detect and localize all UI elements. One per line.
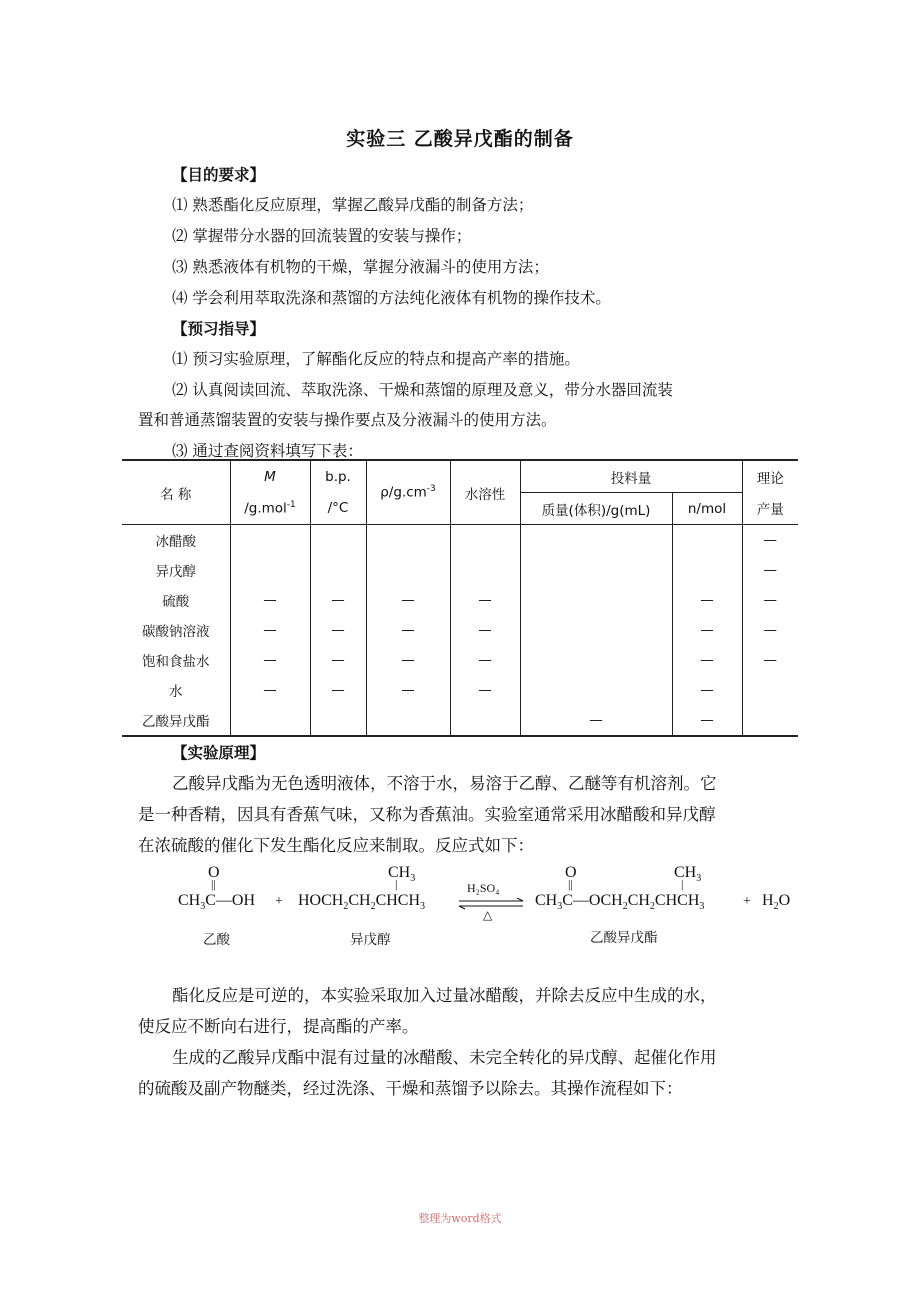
table-cell: —	[450, 585, 520, 615]
catalyst-label: H₂SO₄	[467, 881, 500, 895]
table-cell: 冰醋酸	[122, 525, 230, 556]
table-cell: 理论	[742, 460, 798, 493]
table-cell	[672, 525, 742, 556]
table-row	[122, 615, 798, 645]
table-cell: —	[450, 675, 520, 705]
table-cell: 质量(体积)/g(mL)	[520, 493, 672, 525]
table-cell	[310, 555, 366, 585]
table-cell: —	[672, 585, 742, 615]
table-cell: —	[230, 615, 310, 645]
table-cell: —	[310, 645, 366, 675]
label-isoamyl-alcohol: 异戊醇	[350, 932, 391, 948]
table-cell: 乙酸异戊酯	[122, 705, 230, 736]
table-cell: —	[520, 705, 672, 736]
heat-label: △	[483, 908, 493, 922]
table-cell: —	[230, 645, 310, 675]
table-row	[122, 555, 798, 585]
table-body	[122, 525, 798, 737]
table-cell: —	[450, 615, 520, 645]
objective-item: ⑶ 熟悉液体有机物的干燥，掌握分液漏斗的使用方法；	[172, 258, 549, 276]
preview-item-3: ⑶ 通过查阅资料填写下表：	[172, 442, 363, 460]
preview-item-2-line2: 置和普通蒸馏装置的安装与操作要点及分液漏斗的使用方法。	[138, 411, 557, 429]
table-cell	[672, 555, 742, 585]
principle-p3-line1: 生成的乙酸异戊酯中混有过量的冰醋酸、未完全转化的异戊醇、起催化作用	[172, 1048, 717, 1067]
principle-p3-line2: 的硫酸及副产物醚类，经过洗涤、干燥和蒸馏予以除去。其操作流程如下：	[138, 1079, 683, 1098]
table-cell	[230, 705, 310, 736]
table-row	[122, 705, 798, 736]
table-cell	[742, 705, 798, 736]
reagent-table	[122, 459, 798, 737]
table-cell: 硫酸	[122, 585, 230, 615]
table-row	[122, 645, 798, 675]
table-row	[122, 585, 798, 615]
table-cell	[366, 525, 450, 556]
table-cell: /°C	[310, 493, 366, 525]
table-cell: 产量	[742, 493, 798, 525]
table-cell	[520, 585, 672, 615]
page-title: 实验三 乙酸异戊酯的制备	[346, 128, 574, 150]
table-cell: n/mol	[672, 493, 742, 525]
footer-watermark: 整理为word格式	[418, 1212, 502, 1225]
table-cell: —	[672, 705, 742, 736]
table-cell: —	[366, 585, 450, 615]
table-cell	[520, 675, 672, 705]
table-cell: $\rho/g.cm^{-3}$	[366, 460, 450, 525]
table-cell: 水溶性	[450, 460, 520, 525]
principle-heading: 【实验原理】	[172, 744, 266, 762]
table-cell: /g.mol$^{-1}$	[230, 493, 310, 525]
table-cell: M	[230, 460, 310, 493]
table-cell	[520, 555, 672, 585]
preview-heading: 【预习指导】	[172, 320, 266, 338]
table-cell	[450, 525, 520, 556]
table-cell: 碳酸钠溶液	[122, 615, 230, 645]
table-cell: —	[742, 525, 798, 556]
table-cell	[520, 645, 672, 675]
objective-item: ⑷ 学会利用萃取洗涤和蒸馏的方法纯化液体有机物的操作技术。	[172, 289, 611, 307]
reaction-equation: O || $CH_3C—OH$ + $CH_3$ | $HOCH_2CH_2CHCH_3$ H₂SO₄ △ O || $CH_3$ | $CH_3C—OCH_2CH_2CHCH_3$ + $H_2O$	[178, 864, 791, 922]
table-row	[122, 675, 798, 705]
objective-item: ⑵ 掌握带分水器的回流装置的安装与操作；	[172, 227, 472, 245]
table-cell: —	[366, 645, 450, 675]
preview-item-2-line1: ⑵ 认真阅读回流、萃取洗涤、干燥和蒸馏的原理及意义，带分水器回流装	[172, 381, 673, 399]
table-cell: 水	[122, 675, 230, 705]
table-cell: 名 称	[122, 460, 230, 525]
table-cell: 饱和食盐水	[122, 645, 230, 675]
table-cell	[366, 555, 450, 585]
table-cell	[450, 555, 520, 585]
table-cell: 异戊醇	[122, 555, 230, 585]
table-cell: —	[672, 675, 742, 705]
table-cell: —	[310, 615, 366, 645]
table-cell: —	[450, 645, 520, 675]
table-cell: —	[742, 645, 798, 675]
table-cell: b.p.	[310, 460, 366, 493]
table-cell: 投料量	[520, 460, 742, 493]
table-cell	[230, 555, 310, 585]
table-cell: —	[310, 585, 366, 615]
table-cell	[742, 675, 798, 705]
preview-item-1: ⑴ 预习实验原理，了解酯化反应的特点和提高产率的措施。	[172, 350, 580, 368]
table-cell: —	[310, 675, 366, 705]
principle-p1-line1: 乙酸异戊酯为无色透明液体，不溶于水，易溶于乙醇、乙醚等有机溶剂。它	[172, 774, 717, 793]
table-cell: —	[742, 615, 798, 645]
principle-p2-line2: 使反应不断向右进行，提高酯的产率。	[138, 1017, 419, 1036]
table-cell	[520, 615, 672, 645]
principle-p1-line3: 在浓硫酸的催化下发生酯化反应来制取。反应式如下：	[138, 836, 534, 855]
table-cell: —	[230, 585, 310, 615]
table-cell: —	[230, 675, 310, 705]
table-cell	[450, 705, 520, 736]
table-cell	[366, 705, 450, 736]
table-cell	[310, 525, 366, 556]
label-acetic-acid: 乙酸	[203, 932, 230, 948]
table-cell: —	[366, 615, 450, 645]
table-cell: —	[672, 615, 742, 645]
table-cell	[310, 705, 366, 736]
principle-p1-line2: 是一种香精，因具有香蕉气味，又称为香蕉油。实验室通常采用冰醋酸和异戊醇	[138, 805, 716, 824]
objectives-heading: 【目的要求】	[172, 166, 266, 184]
table-cell: —	[742, 585, 798, 615]
table-cell: —	[366, 675, 450, 705]
table-cell	[520, 525, 672, 556]
label-isoamyl-acetate: 乙酸异戊酯	[590, 930, 658, 946]
table-cell: —	[742, 555, 798, 585]
table-cell: —	[672, 645, 742, 675]
table-cell	[230, 525, 310, 556]
principle-p2-line1: 酯化反应是可逆的，本实验采取加入过量冰醋酸，并除去反应中生成的水，	[172, 986, 717, 1005]
table-row	[122, 525, 798, 556]
objective-item: ⑴ 熟悉酯化反应原理，掌握乙酸异戊酯的制备方法；	[172, 196, 534, 214]
